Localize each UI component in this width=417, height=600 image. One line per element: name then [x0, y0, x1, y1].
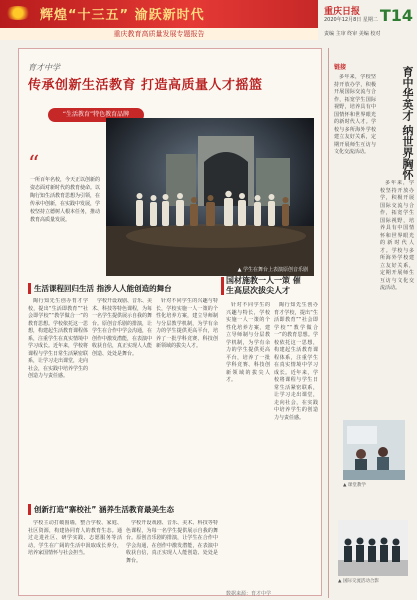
stage-scene-illustration	[106, 118, 314, 276]
header-banner	[0, 0, 318, 40]
body-column-5	[126, 520, 218, 588]
section-title-2: 创新打造“寨校社” 涵养生活教育最美生态	[34, 505, 174, 514]
banner-subtitle: 重庆教育高质量发展专题报告	[0, 28, 318, 40]
article-footer: 数据来源：育才中学	[226, 591, 272, 597]
classroom-illustration	[343, 420, 405, 480]
banner-logo-icon	[4, 6, 32, 20]
sidebar-body-2	[380, 180, 414, 410]
photo-caption: ▲ 学生在舞台上表演原创音乐剧	[237, 267, 308, 273]
body-text-4b: 针对不同学生的兴趣与特长，学校实施一人一策的个性化培养方案，建立导师制与分层教学机制，为学有余力的学生提供更高平台，培养了一批学科竞赛、科技创新领域的拔尖人才。	[226, 302, 270, 383]
sidebar-body	[334, 74, 376, 404]
section-title-3: 国材施教一人一策 催生高层次拔尖人才	[226, 276, 301, 295]
stage-photo	[106, 118, 314, 276]
sidebar-title: 育中华英才 纳世界胸怀	[401, 66, 414, 180]
article-lead: 一所百年名校，今天正以创新的姿态面对新时代的教育使命。以陶行知生活教育思想为引领，在传承中创新，在实践中发展，学校坚持立德树人根本任务，推动教育高质量发展。	[30, 177, 101, 223]
masthead	[320, 0, 417, 40]
sidebar-body-text-2: 多年来，学校坚持开放办学，积极开展国际交流与合作，拓宽学生国际视野，培养具有中国情怀和世界眼光的新时代人才。学校与多所海外学校建立友好关系，定期开展师生互访与文化交流活动。	[380, 180, 414, 291]
section-bar-icon	[221, 277, 224, 295]
section-title-1: 生活课程回归生活 指涉人人能创造的舞台	[34, 284, 172, 293]
body-column-3	[156, 298, 218, 448]
sidebar-divider	[328, 48, 329, 598]
paper-name: 重庆日报	[324, 7, 361, 17]
classroom-photo	[343, 420, 405, 480]
body-text-1b: 陶行知先生创办育才学校，提出“生活即教育”“社会即学校”“教学做合一”的教育思想。学校依托这一思想，构建起生活教育课程体系，注重学生在真实情境中学习成长。近年来，学校将课程与学生日常生活紧密联系，让学习走出课堂，走向社会，在实践中培养学生的创造力与责任感。	[274, 302, 318, 421]
body-column-4	[28, 520, 122, 588]
body-text-2: 学校开设戏剧、音乐、美术、科技等特色课程，为每一名学生提供展示自我的舞台。原创音乐剧的排演，让学生在合作中学会沟通，在创作中激发潜能，在表演中收获自信，真正实现人人能创造、处处是舞台。	[92, 298, 152, 357]
quote-mark-icon: “	[28, 152, 40, 177]
section-heading-3	[226, 276, 308, 296]
sidebar-body-text: 多年来，学校坚持开放办学，积极开展国际交流与合作，拓宽学生国际视野，培养具有中国情怀和世界眼光的新时代人才。学校与多所海外学校建立友好关系，定期开展师生互访与文化交流活动。	[334, 74, 376, 155]
body-column-6	[226, 302, 270, 588]
sidebar-label: 链接	[334, 64, 347, 71]
section-bar-icon	[28, 504, 31, 515]
body-text-2b: 学校开设戏剧、音乐、美术、科技等特色课程，为每一名学生提供展示自我的舞台。原创音乐剧的排演，让学生在合作中学会沟通，在创作中激发潜能，在表演中收获自信，真正实现人人能创造、处处是舞台。	[126, 520, 218, 564]
section-heading-2	[28, 504, 174, 515]
group-photo-caption: ▲ 国际交流活动合影	[338, 579, 379, 584]
section-bar-icon	[28, 283, 31, 294]
page-number: T14	[379, 6, 413, 25]
banner-slogan: 辉煌“十三五” 渝跃新时代	[40, 8, 205, 23]
body-column-7	[274, 302, 318, 588]
body-text-1: 陶行知先生创办育才学校，提出“生活即教育”“社会即学校”“教学做合一”的教育思想。学校依托这一思想，构建起生活教育课程体系，注重学生在真实情境中学习成长。近年来，学校将课程与学生日常生活紧密联系，让学习走出课堂，走向社会，在实践中培养学生的创造力与责任感。	[28, 298, 88, 379]
section-heading-1	[28, 283, 172, 294]
issue-date: 2020年12月8日 星期二	[324, 17, 378, 23]
editor-credits: 责编 主审 终审 美编 校对	[324, 31, 381, 37]
article-kicker: 育才中学	[28, 63, 60, 72]
body-text-3: 学校主动打破围墙，整合学校、家庭、社区资源，构建协同育人的教育生态。通过走进社区、研学实践、志愿服务等活动，学生在广阔的生活中汲取成长养分，培养家国情怀与社会担当。	[28, 520, 122, 556]
body-column-1	[28, 298, 88, 498]
group-photo	[338, 520, 408, 576]
article-headline: 传承创新生活教育 打造高质量人才摇篮	[28, 78, 263, 93]
body-column-2	[92, 298, 152, 498]
body-text-4: 针对不同学生的兴趣与特长，学校实施一人一策的个性化培养方案，建立导师制与分层教学机制，为学有余力的学生提供更高平台，培养了一批学科竞赛、科技创新领域的拔尖人才。	[156, 298, 218, 349]
group-illustration	[338, 520, 408, 576]
classroom-photo-caption: ▲ 课堂教学	[343, 483, 366, 488]
article-tag: “生活教育”特色教育品牌	[48, 108, 144, 122]
